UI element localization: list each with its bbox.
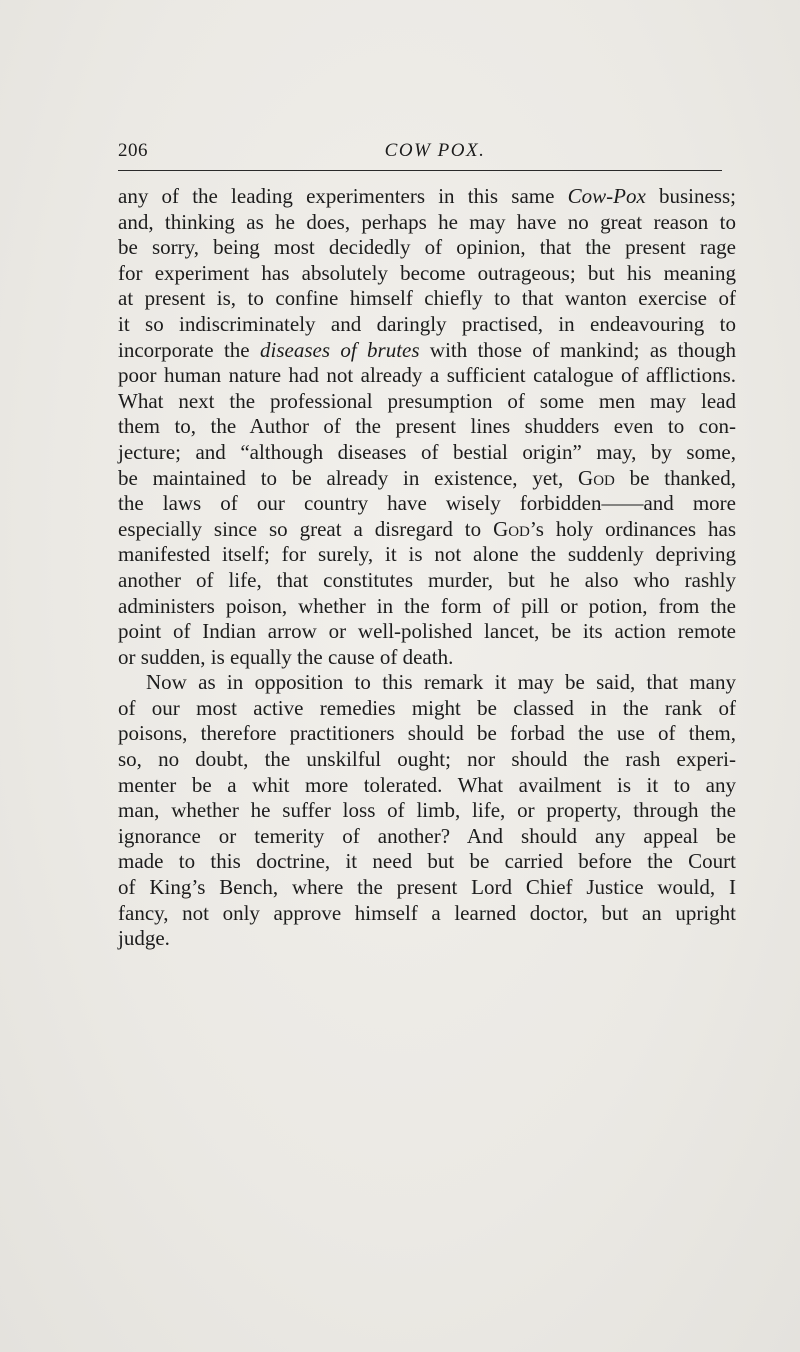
text-line bbox=[118, 286, 736, 312]
running-title: COW POX. bbox=[384, 140, 486, 161]
text-line bbox=[118, 389, 736, 415]
text-run: be maintained to be already in existence, yet, bbox=[118, 465, 579, 490]
text-line bbox=[118, 901, 736, 927]
text-run: Now as in opposition to this remark it may be said, that many bbox=[146, 670, 736, 695]
text-run: with those of mankind; as though bbox=[419, 337, 737, 362]
small-caps-text: God bbox=[493, 516, 530, 541]
text-line bbox=[118, 721, 736, 747]
text-run: another of life, that constitutes murder, but he also who rashly bbox=[118, 567, 736, 592]
text-run: for experiment has absolutely become outrageous; but his meaning bbox=[118, 260, 736, 285]
body-text bbox=[118, 184, 736, 952]
text-run: be thanked, bbox=[614, 465, 737, 490]
text-line bbox=[118, 670, 736, 696]
text-line bbox=[118, 849, 736, 875]
text-run: poor human nature had not already a sufficient catalogue of afflictions. bbox=[118, 363, 736, 388]
small-caps-text: God bbox=[578, 465, 615, 490]
text-run: made to this doctrine, it need but be carried before the Court bbox=[118, 849, 736, 874]
text-line bbox=[118, 773, 736, 799]
text-line bbox=[118, 875, 736, 901]
text-run: so, no doubt, the unskilful ought; nor should the rash experi- bbox=[118, 747, 736, 772]
running-head bbox=[118, 140, 722, 170]
text-run: point of Indian arrow or well-polished lancet, be its action remote bbox=[118, 619, 736, 644]
text-line bbox=[118, 619, 736, 645]
text-run: What next the professional presumption of some men may lead bbox=[118, 388, 736, 413]
text-run: business; bbox=[645, 184, 736, 208]
text-run: incorporate the bbox=[118, 337, 260, 362]
text-line bbox=[118, 798, 736, 824]
italic-text: diseases of brutes bbox=[260, 337, 420, 362]
text-run: fancy, not only approve himself a learned doctor, but an upright bbox=[118, 900, 736, 925]
text-line bbox=[118, 261, 736, 287]
text-line bbox=[118, 517, 736, 543]
text-line bbox=[118, 363, 736, 389]
text-line bbox=[118, 235, 736, 261]
text-line bbox=[118, 696, 736, 722]
text-line bbox=[118, 645, 736, 671]
text-run: judge. bbox=[118, 926, 170, 951]
text-line bbox=[118, 491, 736, 517]
text-line bbox=[118, 926, 736, 952]
text-run: the laws of our country have wisely forbidden——and more bbox=[118, 491, 736, 516]
text-run: be sorry, being most decidedly of opinion, that the present rage bbox=[118, 235, 736, 260]
text-run: ignorance or temerity of another? And should any appeal be bbox=[118, 823, 736, 848]
text-run: man, whether he suffer loss of limb, life, or property, through the bbox=[118, 798, 736, 823]
text-run: poisons, therefore practitioners should be forbad the use of them, bbox=[118, 721, 736, 746]
italic-text: Cow-Pox bbox=[567, 184, 646, 208]
text-line bbox=[118, 594, 736, 620]
text-run: and, thinking as he does, perhaps he may have no great reason to bbox=[118, 209, 736, 234]
text-run: of our most active remedies might be classed in the rank of bbox=[118, 695, 736, 720]
text-line bbox=[118, 184, 736, 210]
text-run: jecture; and “although diseases of bestial origin” may, by some, bbox=[118, 439, 736, 464]
text-line bbox=[118, 440, 736, 466]
text-line bbox=[118, 210, 736, 236]
text-run: menter be a whit more tolerated. What availment is it to any bbox=[118, 772, 736, 797]
paragraph bbox=[118, 670, 736, 952]
text-run: of King’s Bench, where the present Lord Chief Justice would, I bbox=[118, 875, 736, 900]
text-run: especially since so great a disregard to bbox=[118, 516, 494, 541]
text-run: or sudden, is equally the cause of death. bbox=[118, 644, 454, 669]
text-line bbox=[118, 542, 736, 568]
text-run: administers poison, whether in the form of pill or potion, from the bbox=[118, 593, 736, 618]
text-run: at present is, to confine himself chiefly to that wanton exercise of bbox=[118, 286, 736, 311]
paragraph bbox=[118, 184, 736, 670]
text-line bbox=[118, 824, 736, 850]
text-run: it so indiscriminately and daringly practised, in endeavouring to bbox=[118, 311, 736, 336]
text-run: ’s holy ordinances has bbox=[529, 516, 736, 541]
text-run: manifested itself; for surely, it is not alone the suddenly depriving bbox=[118, 542, 736, 567]
text-line bbox=[118, 466, 736, 492]
text-line bbox=[118, 338, 736, 364]
header-rule bbox=[118, 170, 722, 171]
text-line bbox=[118, 747, 736, 773]
text-run: them to, the Author of the present lines shudders even to con- bbox=[118, 414, 736, 439]
text-line bbox=[118, 414, 736, 440]
text-line bbox=[118, 312, 736, 338]
text-line bbox=[118, 568, 736, 594]
page-number: 206 bbox=[118, 140, 148, 161]
text-run: any of the leading experimenters in this same bbox=[118, 184, 568, 208]
